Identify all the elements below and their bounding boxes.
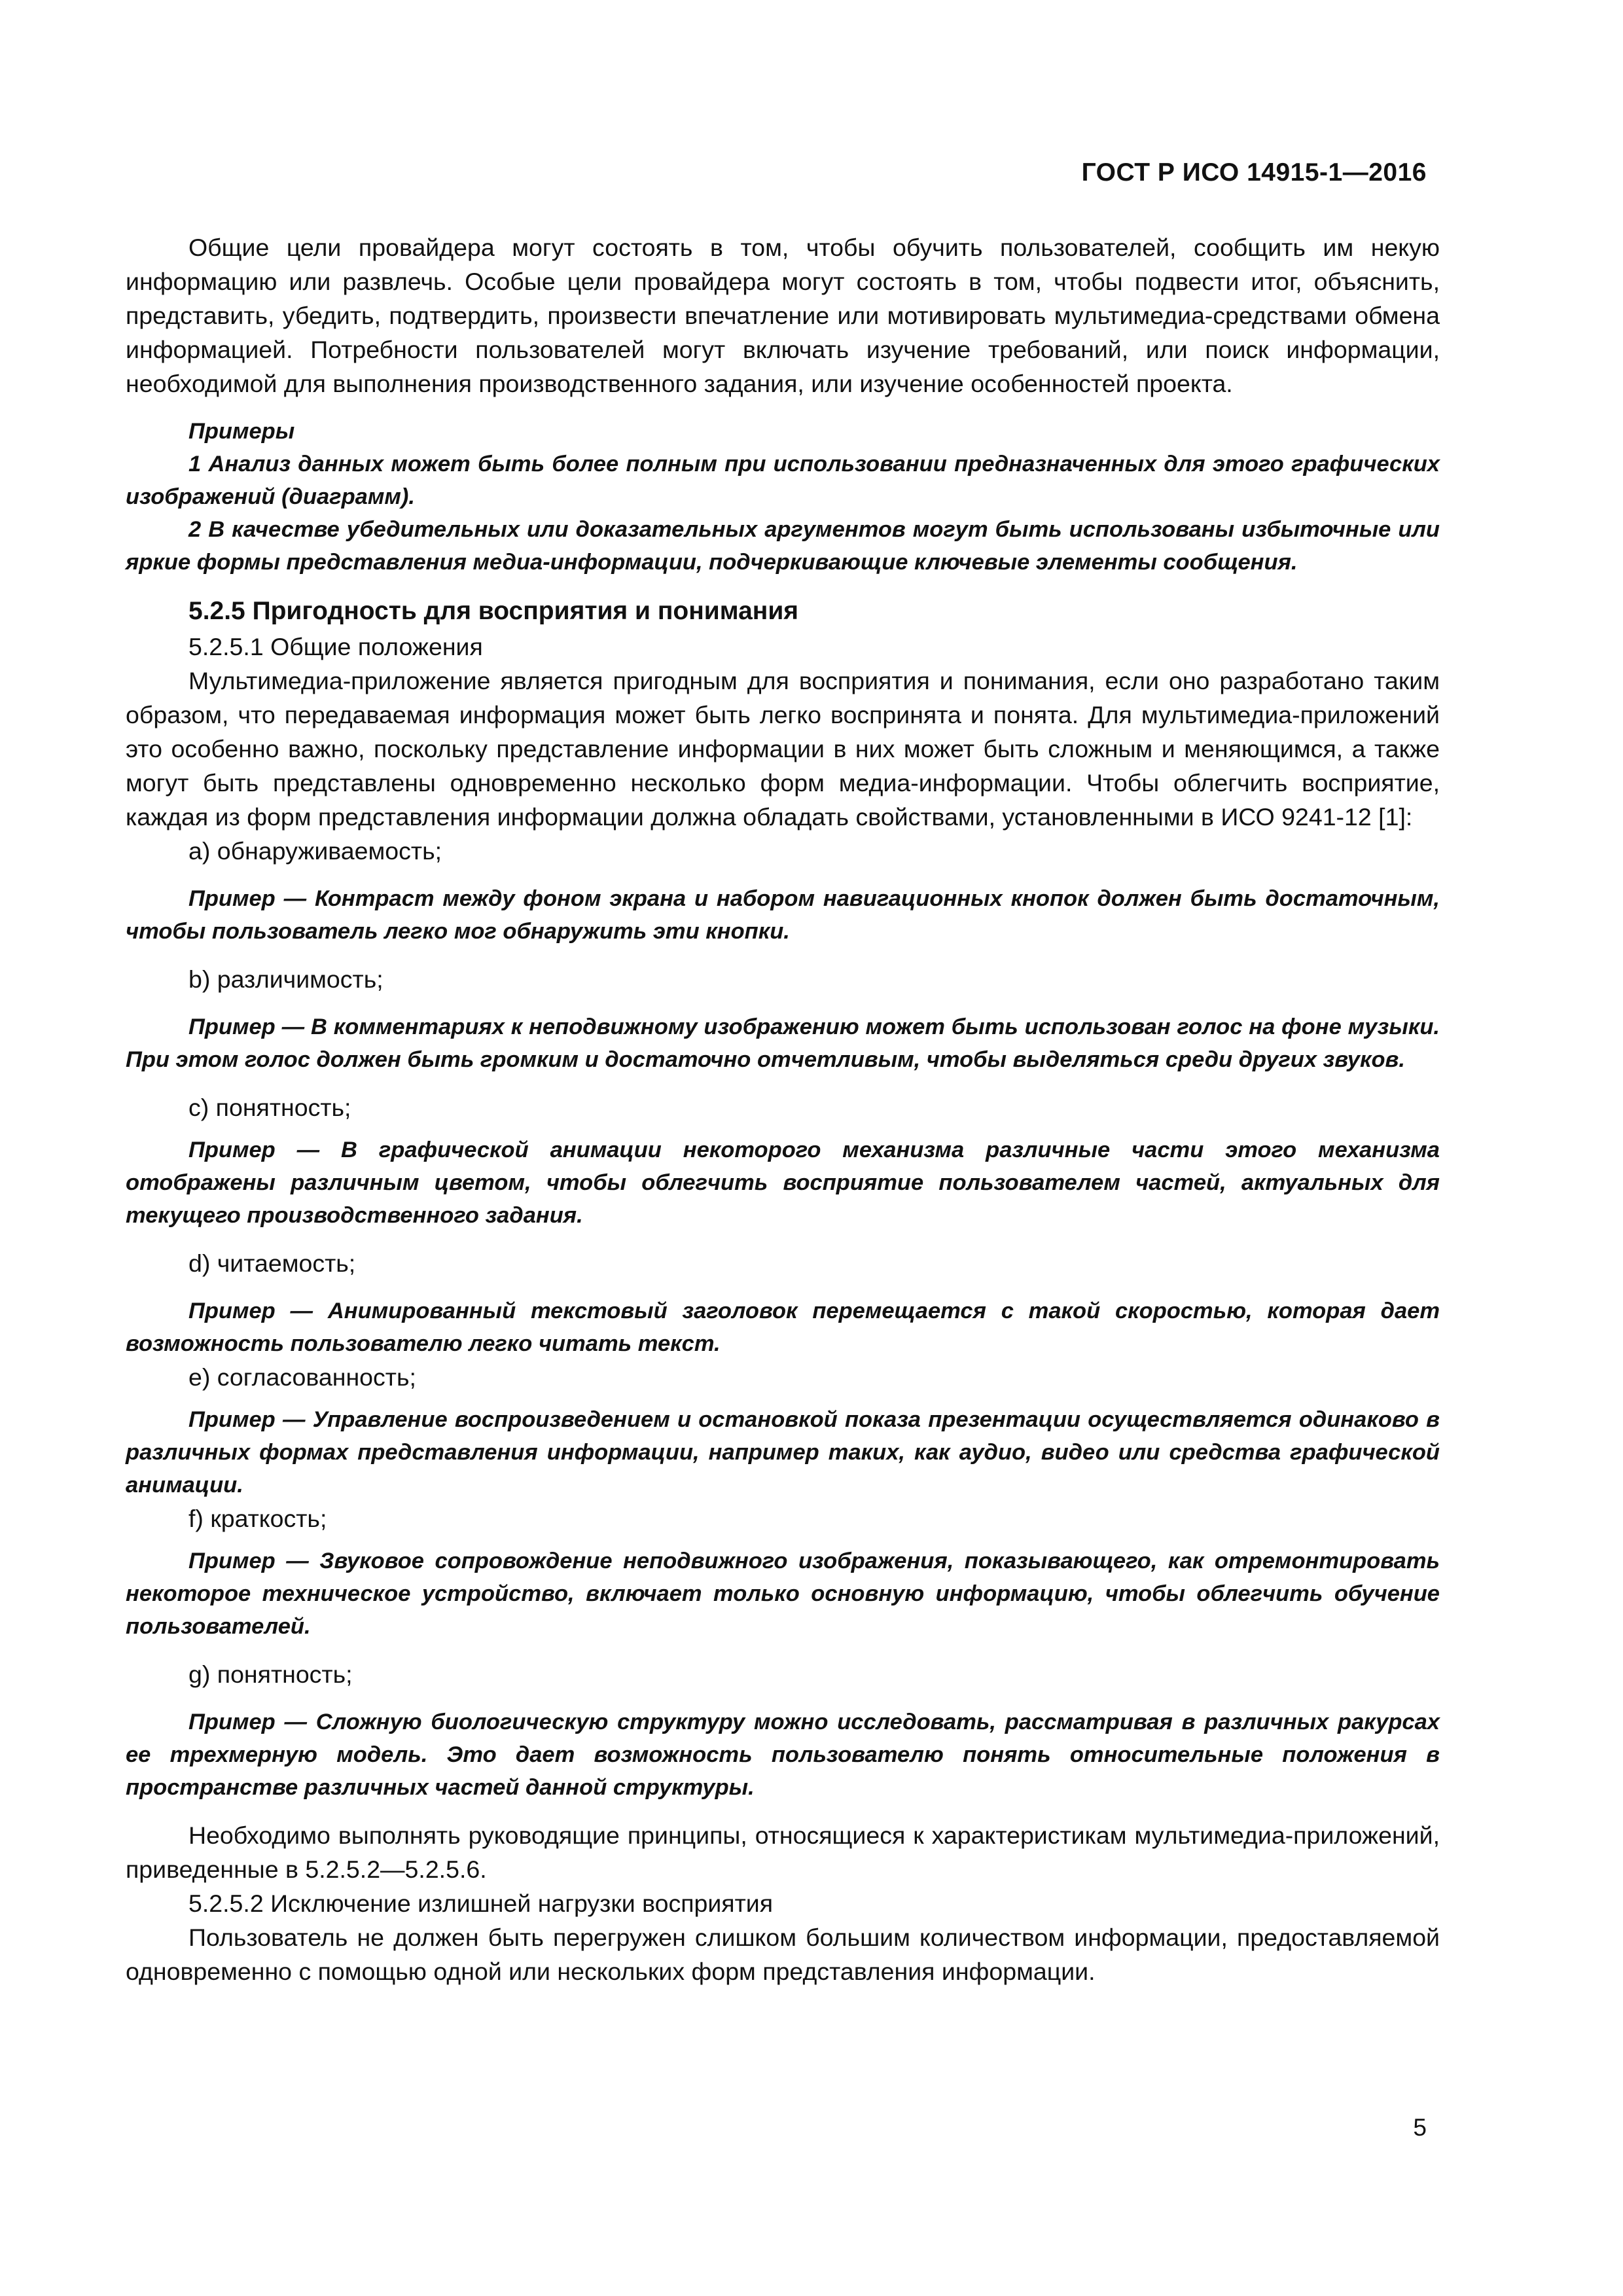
list-item-g-example: Пример — Сложную биологическую структуру можно исследовать, рассматривая в различных ракурсах ее трехмерную модель. Это дает возможность пользователю понять относительные положения в пространстве различных частей данной структуры. [126,1710,1440,1800]
list-item-c: c) понятность; [188,1094,351,1121]
list-item-g: g) понятность; [188,1660,353,1688]
list-item-e-example: Пример — Управление воспроизведением и остановкой показа презентации осуществляется одинаково в различных формах представления информации, например таких, как аудио, видео или средства графической анимации. [126,1407,1440,1498]
document-header: ГОСТ Р ИСО 14915-1—2016 [1081,158,1427,187]
subsection-heading-1: 5.2.5.1 Общие положения [188,633,483,660]
list-item-d: d) читаемость; [188,1249,356,1277]
example-2: 2 В качестве убедительных или доказательных аргументов могут быть использованы избыточные или яркие формы представления медиа-информации, подчеркивающие ключевые элементы сообщения. [126,517,1440,575]
examples-title: Примеры [188,419,295,444]
section-paragraph-1: Мультимедиа-приложение является пригодным для восприятия и понимания, если оно разработано таким образом, что передаваемая информация может быть легко воспринята и понята. Для мультимедиа-приложений это особенно важно, поскольку представление информации в них может быть сложным и меняющимся, а также могут быть представлены одновременно несколько форм медиа-информации. Чтобы облегчить восприятие, каждая из форм представления информации должна обладать свойствами, установленными в ИСО 9241-12 [1]: [126,667,1440,831]
list-item-d-example: Пример — Анимированный текстовый заголовок перемещается с такой скоростью, которая дает возможность пользователю легко читать текст. [126,1299,1440,1356]
list-item-b: b) различимость; [188,965,383,993]
section-heading: 5.2.5 Пригодность для восприятия и понимания [188,597,799,625]
list-item-a: a) обнаруживаемость; [188,837,442,865]
closing-paragraph-2: Пользователь не должен быть перегружен слишком большим количеством информации, предоставляемой одновременно с помощью одной или нескольких форм представления информации. [126,1924,1440,1985]
list-item-b-example: Пример — В комментариях к неподвижному изображению может быть использован голос на фоне музыки. При этом голос должен быть громким и достаточно отчетливым, чтобы выделяться среди других звуков. [126,1014,1440,1072]
closing-paragraph-1: Необходимо выполнять руководящие принципы, относящиеся к характеристикам мультимедиа-приложений, приведенные в 5.2.5.2—5.2.5.6. [126,1821,1440,1883]
list-item-f: f) краткость; [188,1505,327,1532]
page-content [126,230,1440,1988]
example-1: 1 Анализ данных может быть более полным при использовании предназначенных для этого графических изображений (диаграмм). [126,452,1440,509]
page-number: 5 [1413,2114,1427,2141]
list-item-c-example: Пример — В графической анимации некоторого механизма различные части этого механизма отображены различным цветом, чтобы облегчить восприятие пользователем частей, актуальных для текущего производственного задания. [126,1138,1440,1228]
list-item-a-example: Пример — Контраст между фоном экрана и набором навигационных кнопок должен быть достаточным, чтобы пользователь легко мог обнаружить эти кнопки. [126,886,1440,944]
subsection-heading-2: 5.2.5.2 Исключение излишней нагрузки восприятия [188,1890,774,1917]
list-item-e: e) согласованность; [188,1363,416,1391]
intro-paragraph: Общие цели провайдера могут состоять в том, чтобы обучить пользователей, сообщить им некую информацию или развлечь. Особые цели провайдера могут состоять в том, чтобы подвести итог, объяснить, представить, убедить, подтвердить, произвести впечатление или мотивировать мультимедиа-средствами обмена информацией. Потребности пользователей могут включать изучение требований, или поиск информации, необходимой для выполнения производственного задания, или изучение особенностей проекта. [126,234,1440,397]
list-item-f-example: Пример — Звуковое сопровождение неподвижного изображения, показывающего, как отремонтировать некоторое техническое устройство, включает только основную информацию, чтобы облегчить обучение пользователей. [126,1549,1440,1639]
